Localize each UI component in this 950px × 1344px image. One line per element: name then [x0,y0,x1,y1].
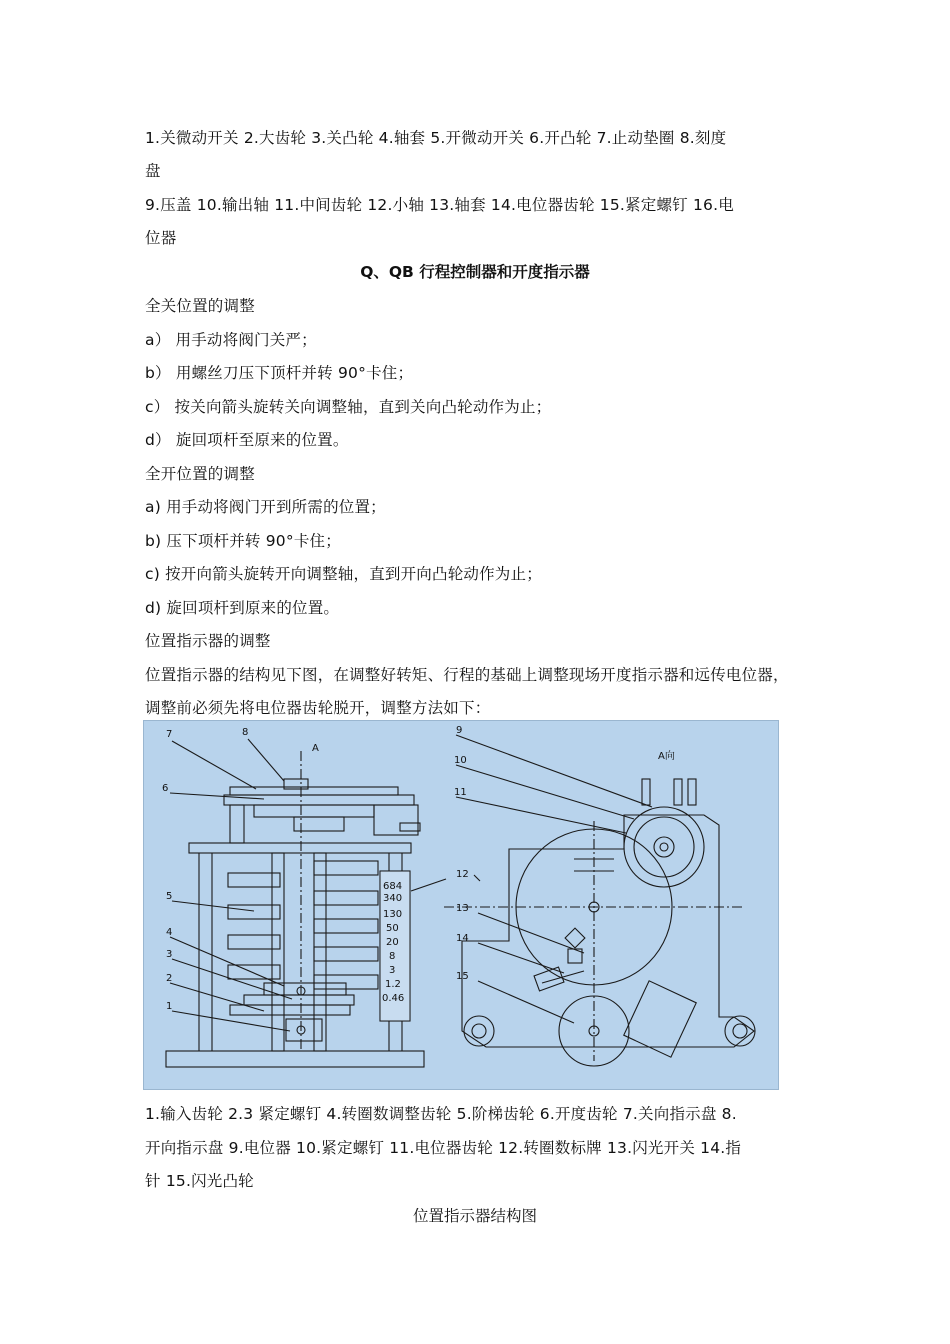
label-2: 2 [166,973,173,984]
label-4: 4 [166,927,173,938]
full-close-step-d: d） 旋回项杆至原来的位置。 [145,431,349,449]
label-10: 10 [454,755,467,766]
label-8: 8 [242,727,249,738]
label-6: 6 [162,783,169,794]
scale-value-2: 340 [383,893,403,904]
label-14: 14 [456,933,469,944]
view-label: A向 [658,751,675,762]
bottom-caption-line-1: 1.输入齿轮 2.3 紧定螺钉 4.转圈数调整齿轮 5.阶梯齿轮 6.开度齿轮 7.关向指示盘 8. [145,1105,737,1123]
indicator-disc [224,795,414,805]
scale-value-4: 50 [386,923,399,934]
label-13: 13 [456,903,469,914]
scale-value-7: 3 [389,965,396,976]
indicator-paragraph-line-2: 调整前必须先将电位器齿轮脱开，调整方法如下： [145,699,491,717]
top-frame-plate [189,843,411,853]
indicator-heading: 位置指示器的调整 [145,632,271,650]
scale-value-3: 130 [383,909,403,920]
full-open-heading: 全开位置的调整 [145,465,255,483]
label-3: 3 [166,949,173,960]
scale-value-8: 1.2 [385,979,401,990]
structure-diagram [144,721,780,1091]
full-open-step-a: a) 用手动将阀门开到所需的位置； [145,498,386,516]
top-caption-line-3: 9.压盖 10.输出轴 11.中间齿轮 12.小轴 13.轴套 14.电位器齿轮 15.紧定螺钉 16.电 [145,196,734,214]
scale-value-5: 20 [386,937,399,948]
top-caption-line-1: 1.关微动开关 2.大齿轮 3.关凸轮 4.轴套 5.开微动开关 6.开凸轮 7.止动垫圈 8.刻度 [145,129,727,147]
label-9: 9 [456,725,463,736]
indicator-paragraph-line-1: 位置指示器的结构见下图，在调整好转矩、行程的基础上调整现场开度指示器和远传电位器， [145,666,789,684]
label-1: 1 [166,1001,173,1012]
full-close-step-c: c） 按关向箭头旋转关向调整轴，直到关向凸轮动作为止； [145,398,552,416]
base-plate [166,1051,424,1067]
scale-value-6: 8 [389,951,396,962]
full-close-heading: 全关位置的调整 [145,297,255,315]
top-caption-line-4: 位器 [145,229,177,247]
right-housing [462,815,754,1047]
figure-title: 位置指示器结构图 [412,1207,537,1225]
label-11: 11 [454,787,467,798]
full-open-step-c: c) 按开向箭头旋转开向调整轴，直到开向凸轮动作为止； [145,565,542,583]
full-close-step-a: a） 用手动将阀门关严； [145,331,317,349]
full-close-step-b: b） 用螺丝刀压下顶杆并转 90°卡住； [145,364,414,382]
label-5: 5 [166,891,173,902]
label-7: 7 [166,729,173,740]
bottom-caption-line-2: 开向指示盘 9.电位器 10.紧定螺钉 11.电位器齿轮 12.转圈数标牌 13.闪光开关 14.指 [145,1139,742,1157]
scale-value-1: 684 [383,881,403,892]
flash-switch [624,981,696,1057]
full-open-step-b: b) 压下项杆并转 90°卡住； [145,532,341,550]
label-A: A [312,743,319,754]
potentiometer-gear [624,807,704,887]
label-15: 15 [456,971,469,982]
section-title: Q、QB 行程控制器和开度指示器 [360,263,590,281]
label-12: 12 [456,869,469,880]
scale-value-9: 0.46 [382,993,405,1004]
full-open-step-d: d) 旋回项杆到原来的位置。 [145,599,340,617]
structure-figure [143,720,779,1090]
bottom-caption-line-3: 针 15.闪光凸轮 [145,1172,254,1190]
top-caption-line-2: 盘 [145,162,161,180]
